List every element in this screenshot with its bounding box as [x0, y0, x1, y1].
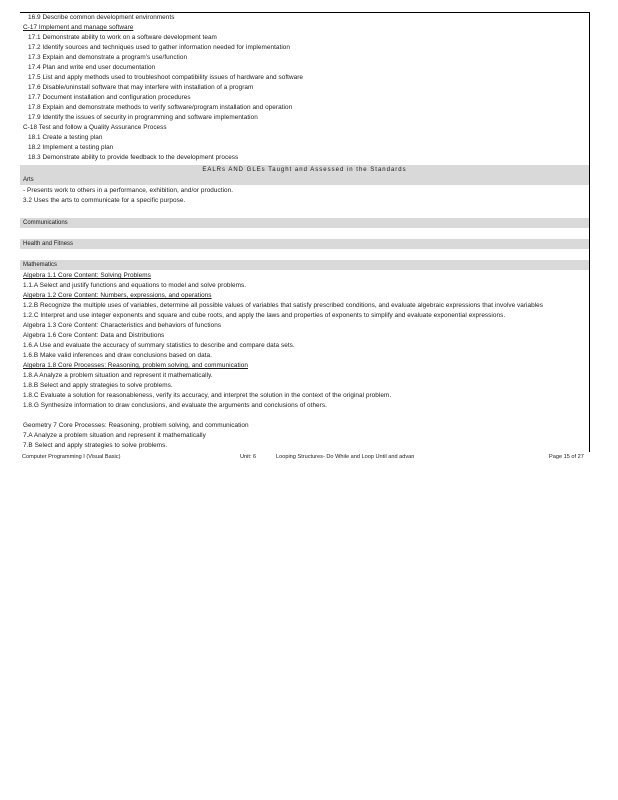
math-line: 1.6.B Make valid inferences and draw conclusions based on data.: [23, 352, 212, 359]
mathematics-label: Mathematics: [23, 262, 58, 268]
standard-line: 17.7 Document installation and configuration procedures: [28, 94, 191, 101]
math-line: Algebra 1.3 Core Content: Characteristics and behaviors of functions: [23, 322, 222, 329]
math-line: Algebra 1.6 Core Content: Data and Distributions: [23, 332, 165, 339]
mathematics-band: [20, 260, 589, 270]
standard-line: 17.6 Disable/uninstall software that may interfere with installation of a program: [28, 84, 254, 91]
standard-line: 17.5 List and apply methods used to troubleshoot compatibility issues of hardware and software: [28, 74, 304, 81]
math-line: 1.8.G Synthesize information to draw conclusions, and evaluate the arguments and conclusions of others.: [23, 402, 327, 409]
math-line: 1.1.A Select and justify functions and equations to model and solve problems.: [23, 282, 247, 289]
standard-line: 16.9 Describe common development environments: [28, 14, 175, 21]
arts-line: 3.2 Uses the arts to communicate for a specific purpose.: [23, 197, 186, 204]
standard-line: C-18 Test and follow a Quality Assurance Process: [23, 124, 167, 131]
communications-band: [20, 218, 589, 228]
arts-band: [20, 175, 589, 185]
math-line: 1.8.B Select and apply strategies to solve problems.: [23, 382, 173, 389]
math-line: 7.A Analyze a problem situation and represent it mathematically: [23, 432, 206, 439]
health-band: [20, 239, 589, 249]
standard-line: 17.2 Identify sources and techniques used to gather information needed for implementation: [28, 44, 291, 51]
footer-course: Computer Programming I (Visual Basic): [22, 454, 121, 460]
math-line: Geometry 7 Core Processes: Reasoning, problem solving, and communication: [23, 422, 249, 429]
communications-label: Communications: [23, 220, 68, 226]
standard-line: 18.2 Implement a testing plan: [28, 144, 114, 151]
math-line: 1.2.C Interpret and use integer exponents and square and cube roots, and apply the laws and properties of exponents to simplify and evaluate exponential expressions.: [23, 312, 506, 319]
standard-line: 17.4 Plan and write end user documentation: [28, 64, 156, 71]
document-content: [20, 12, 590, 452]
math-line: Algebra 1.8 Core Processes: Reasoning, problem solving, and communication: [23, 362, 248, 369]
standard-line: C-17 Implement and manage software: [23, 24, 134, 31]
footer-unit: Unit: 6: [240, 454, 257, 460]
standard-line: 17.1 Demonstrate ability to work on a software development team: [28, 34, 217, 41]
standard-line: 17.3 Explain and demonstrate a program's use/function: [28, 54, 188, 61]
standard-line: 17.9 Identify the issues of security in programming and software implementation: [28, 114, 258, 121]
standard-line: 17.8 Explain and demonstrate methods to verify software/program installation and operation: [28, 104, 293, 111]
math-line: 1.2.B Recognize the multiple uses of variables, determine all possible values of variables that satisfy prescribed conditions, and evaluate algebraic expressions that involve variables: [23, 302, 544, 309]
math-line: 1.6.A Use and evaluate the accuracy of summary statistics to describe and compare data sets.: [23, 342, 295, 349]
math-line: 7.B Select and apply strategies to solve problems.: [23, 442, 168, 449]
footer-page: Page 15 of 27: [549, 454, 584, 460]
standard-line: 18.1 Create a testing plan: [28, 134, 103, 141]
math-line: Algebra 1.2 Core Content: Numbers, expressions, and operations: [23, 292, 212, 299]
math-line: 1.8.A Analyze a problem situation and represent it mathematically.: [23, 372, 213, 379]
math-line: Algebra 1.1 Core Content: Solving Problems: [23, 272, 151, 279]
arts-line: - Presents work to others in a performance, exhibition, and/or production.: [23, 187, 234, 194]
standards-header: EALRs AND GLEs Taught and Assessed in the Standards: [202, 167, 407, 173]
arts-label: Arts: [23, 177, 34, 183]
math-line: 1.8.C Evaluate a solution for reasonableness, verify its accuracy, and interpret the solution in the context of the original problem.: [23, 392, 392, 399]
standard-line: 18.3 Demonstrate ability to provide feedback to the development process: [28, 154, 239, 161]
standards-header-band: [20, 165, 589, 175]
health-label: Health and Fitness: [23, 241, 74, 247]
footer-unit-title: Looping Structures- Do While and Loop Until and advan: [276, 454, 415, 460]
